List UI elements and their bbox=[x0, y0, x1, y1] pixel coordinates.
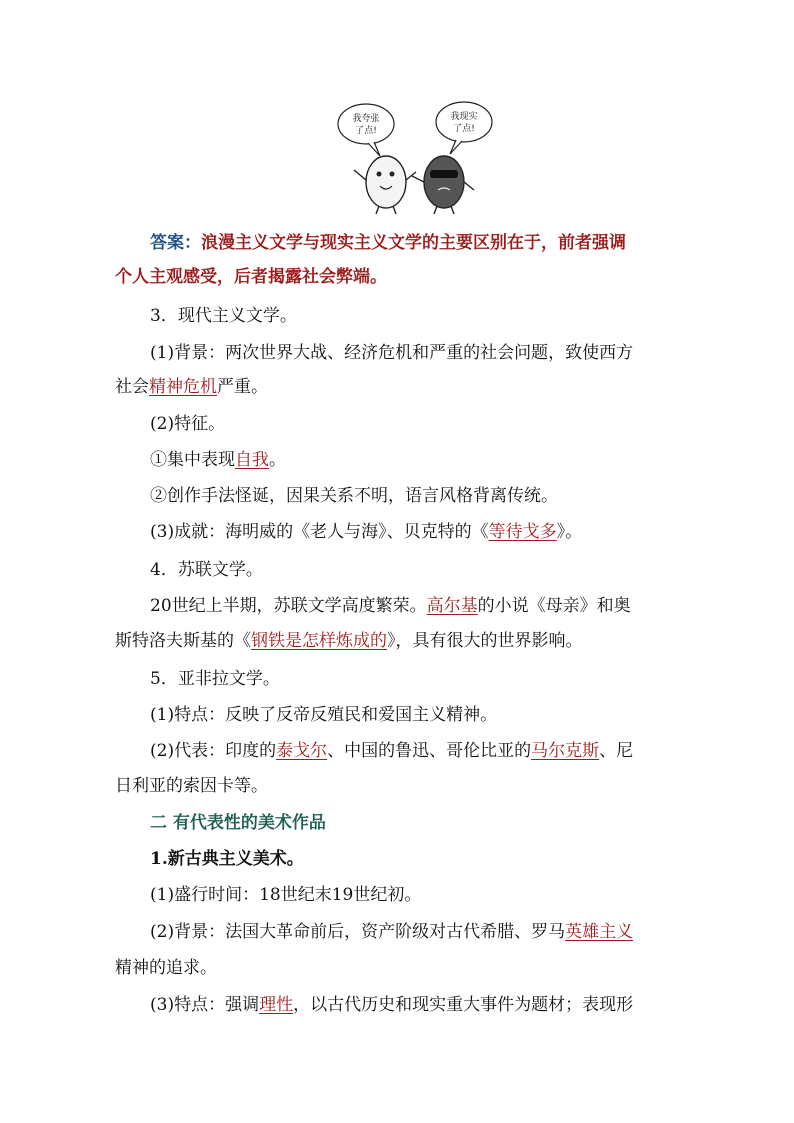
s3-background-line2 bbox=[115, 376, 685, 398]
sec2-title: 1.新古典主义美术。 bbox=[150, 849, 304, 869]
s5-feature: (1)特点：反映了反帝反殖民和爱国主义精神。 bbox=[150, 705, 498, 725]
s3-feature-1 bbox=[150, 449, 720, 471]
left-speech-bubble bbox=[338, 104, 394, 156]
left-bubble-line2: 了点! bbox=[355, 126, 377, 136]
answer-text-1: 浪漫主义文学与现实主义文学的主要区别在于，前者强调 bbox=[201, 233, 626, 253]
s3-ach-post: 》。 bbox=[556, 522, 583, 542]
answer-label: 答案： bbox=[150, 233, 201, 253]
fill-blank-gorky: 高尔基 bbox=[426, 596, 478, 616]
fill-blank-waiting-for-godot: 等待戈多 bbox=[488, 522, 557, 542]
s4-line2 bbox=[115, 630, 685, 652]
answer-line-2 bbox=[115, 266, 685, 288]
fill-blank-heroism: 英雄主义 bbox=[565, 922, 634, 942]
sec2-feat-post: ，以古代历史和现实重大事件为题材；表现形 bbox=[293, 995, 634, 1015]
s3-title: 3．现代主义文学。 bbox=[150, 306, 297, 326]
answer-text-2: 个人主观感受，后者揭露社会弊端。 bbox=[115, 267, 387, 287]
s3-feat1-post: 。 bbox=[269, 450, 286, 470]
s3-bg-text-pre: 社会 bbox=[115, 377, 149, 397]
fill-blank-self: 自我 bbox=[235, 450, 269, 470]
s4-line1 bbox=[150, 595, 720, 617]
s5-rep-post: 、尼 bbox=[599, 741, 634, 761]
s3-feature-2: ②创作手法怪诞，因果关系不明，语言风格背离传统。 bbox=[150, 486, 558, 506]
fill-blank-reason: 理性 bbox=[259, 995, 294, 1015]
s5-rep-mid: 、中国的鲁迅、哥伦比亚的 bbox=[327, 741, 532, 761]
s4-title: 4．苏联文学。 bbox=[150, 560, 263, 580]
s3-ach-pre: (3)成就：海明威的《老人与海》、贝克特的《 bbox=[150, 522, 489, 542]
sec2-bg-pre: (2)背景：法国大革命前后，资产阶级对古代希腊、罗马 bbox=[150, 922, 566, 942]
s3-bg-text-post: 严重。 bbox=[217, 377, 268, 397]
s4-l1-pre: 20世纪上半期，苏联文学高度繁荣。 bbox=[150, 596, 427, 616]
right-bubble-line1: 我现实 bbox=[450, 112, 478, 122]
sec2-feature bbox=[150, 994, 720, 1016]
s3-feat1-pre: ①集中表现 bbox=[150, 450, 235, 470]
s5-representatives-line2: 日利亚的索因卡等。 bbox=[115, 776, 268, 796]
fill-blank-spiritual-crisis: 精神危机 bbox=[149, 377, 217, 397]
right-bubble-line2: 了点! bbox=[453, 124, 475, 134]
sec2-feat-pre: (3)特点：强调 bbox=[150, 995, 260, 1015]
s3-achievement bbox=[150, 521, 720, 543]
left-bean-character bbox=[354, 156, 416, 214]
sec2-background-line2: 精神的追求。 bbox=[115, 958, 217, 978]
fill-blank-marquez: 马尔克斯 bbox=[531, 741, 600, 761]
s4-l1-post: 的小说《母亲》和奥 bbox=[477, 596, 631, 616]
s4-l2-pre: 斯特洛夫斯基的《 bbox=[115, 631, 251, 651]
fill-blank-tagore: 泰戈尔 bbox=[276, 741, 328, 761]
right-speech-bubble bbox=[436, 102, 492, 154]
s4-l2-post: 》，具有很大的世界影响。 bbox=[387, 631, 583, 651]
s5-rep-pre: (2)代表：印度的 bbox=[150, 741, 277, 761]
fill-blank-steel-tempered: 钢铁是怎样炼成的 bbox=[251, 631, 387, 651]
cartoon-illustration bbox=[334, 100, 498, 216]
s5-representatives-line1 bbox=[150, 740, 720, 762]
s5-title: 5．亚非拉文学。 bbox=[150, 669, 280, 689]
sec2-background-line1 bbox=[150, 921, 720, 943]
right-bean-character bbox=[412, 156, 474, 214]
left-bubble-line1: 我夸张 bbox=[352, 114, 380, 124]
s3-feature-title: (2)特征。 bbox=[150, 414, 226, 434]
s3-background-line1: (1)背景：两次世界大战、经济危机和严重的社会问题，致使西方 bbox=[150, 343, 634, 363]
answer-line-1 bbox=[150, 232, 720, 254]
section-two-heading: 二 有代表性的美术作品 bbox=[150, 813, 326, 833]
sec2-time: (1)盛行时间：18世纪末19世纪初。 bbox=[150, 885, 422, 905]
